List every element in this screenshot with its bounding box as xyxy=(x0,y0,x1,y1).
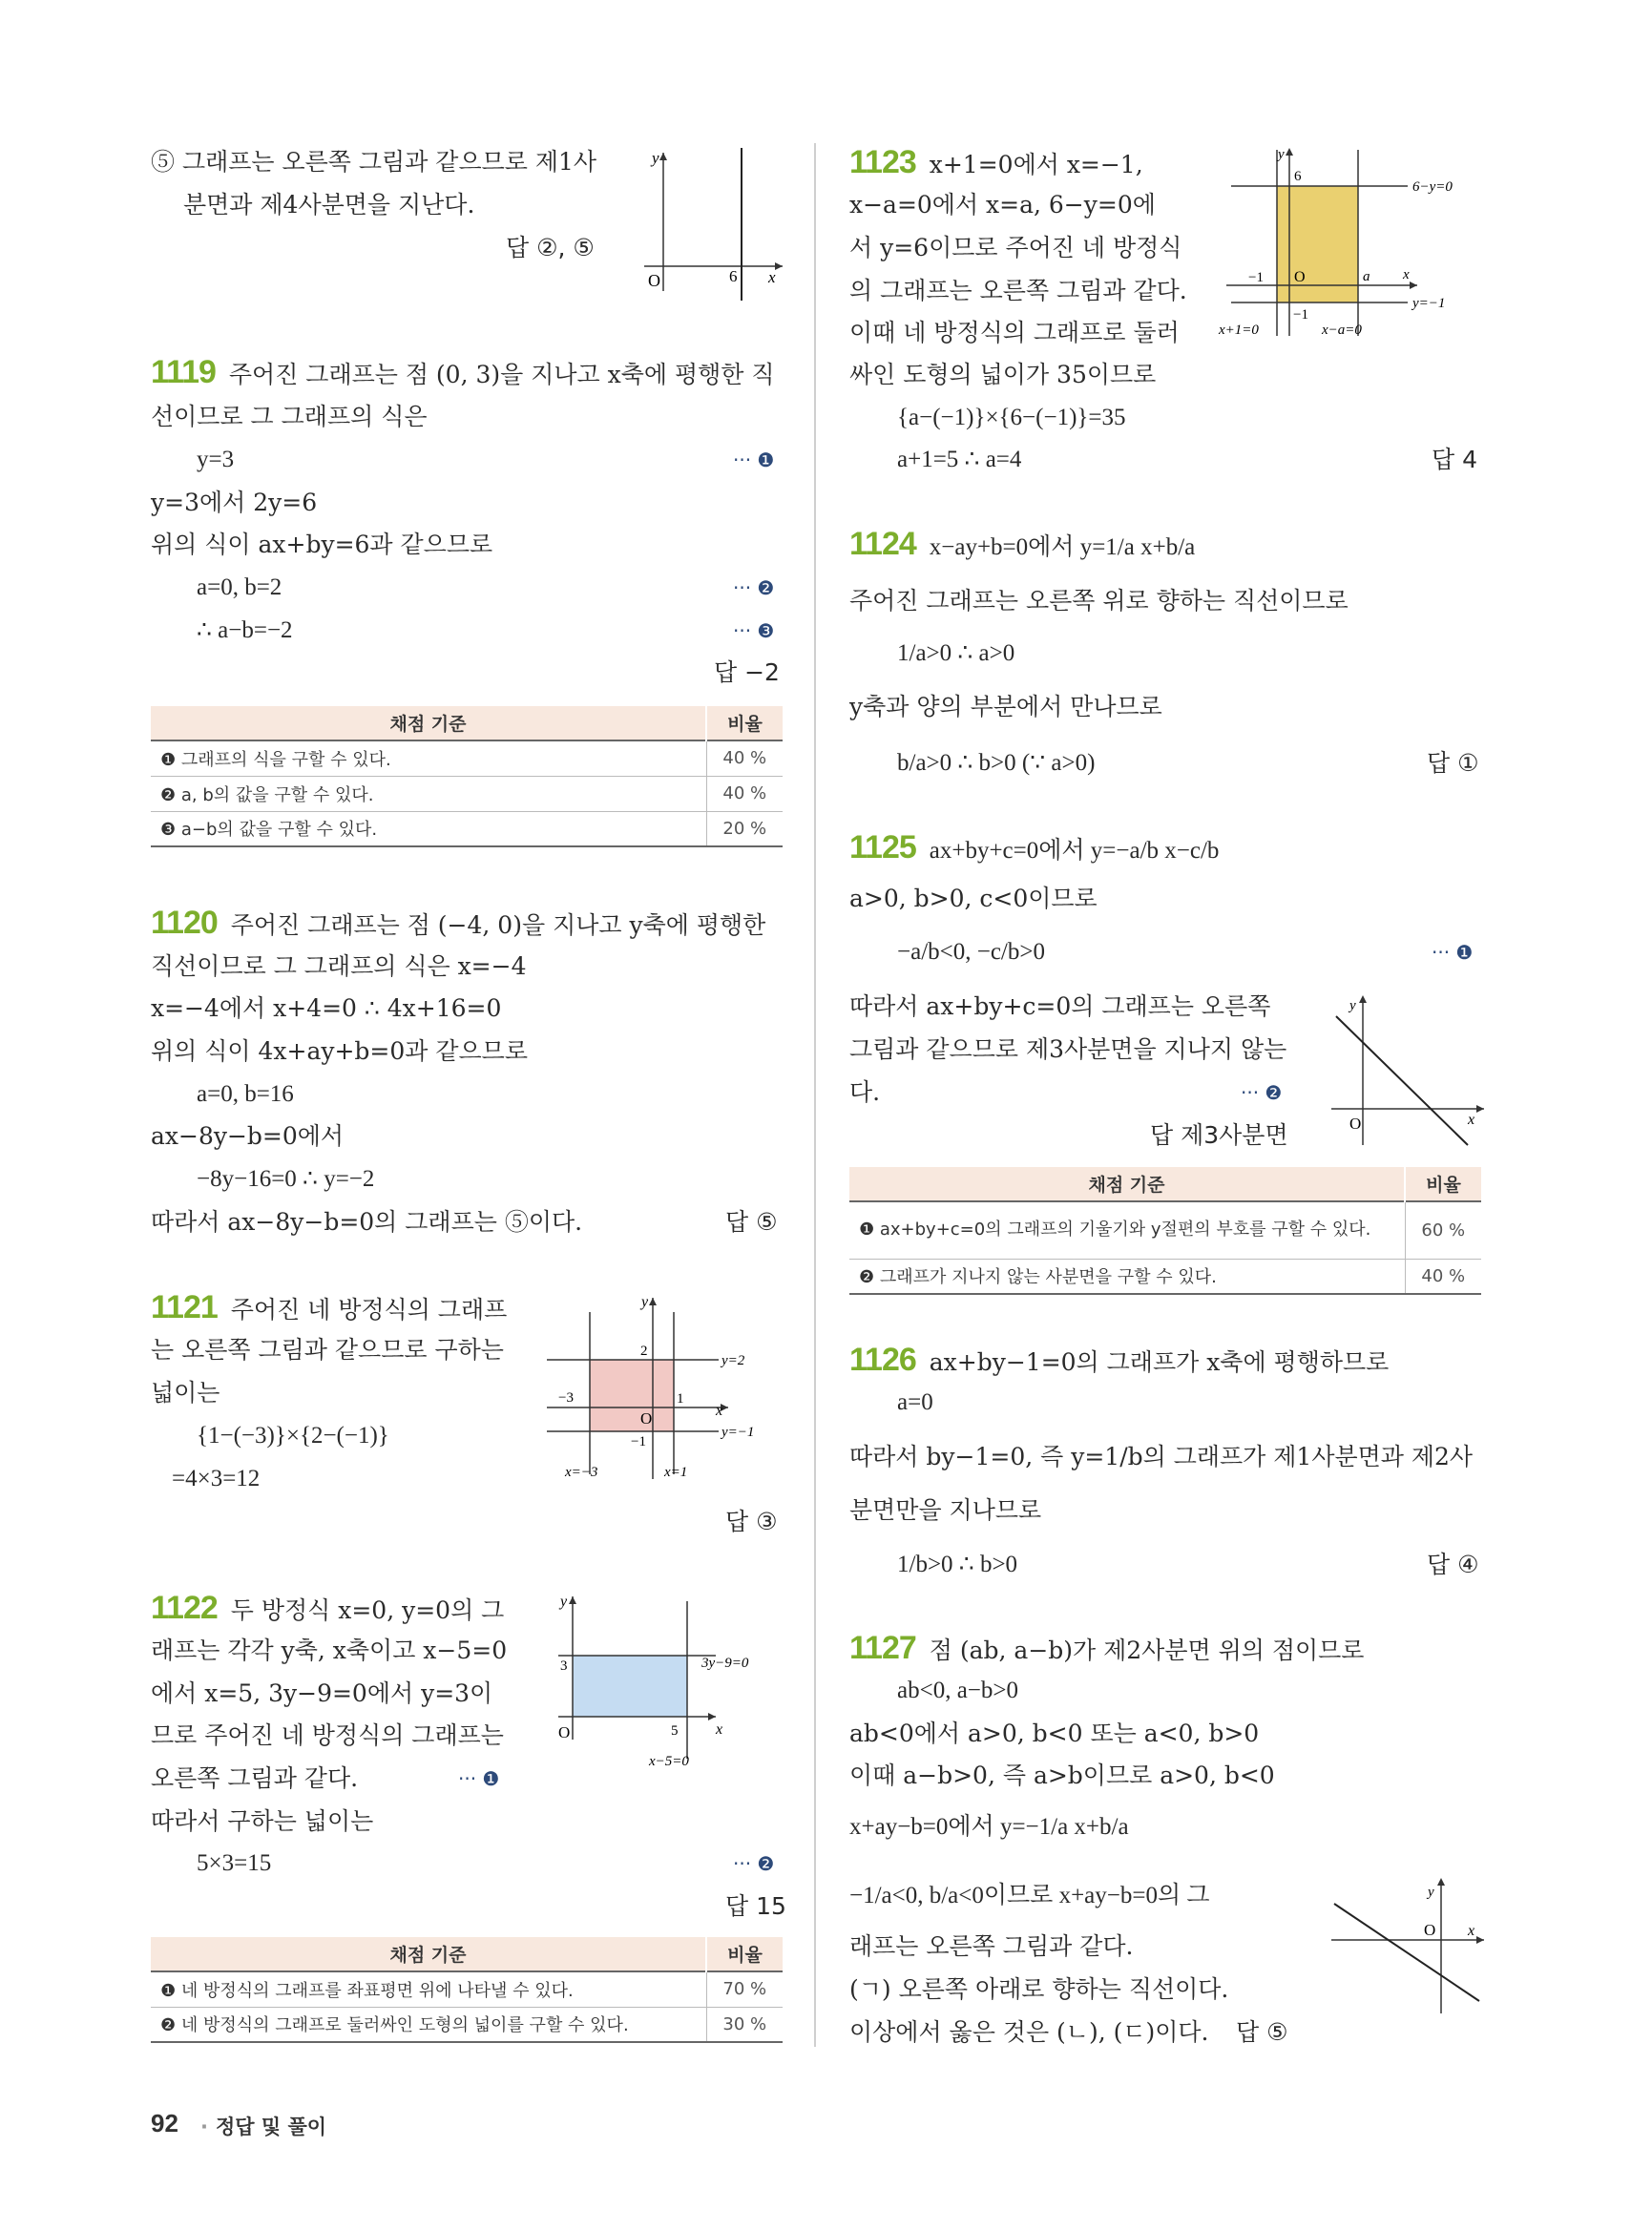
p1126-line3: 따라서 by−1=0, 즉 y=1/b의 그래프가 제1사분면과 제2사 xyxy=(849,1443,1474,1470)
fig1125-y: y xyxy=(1349,998,1356,1013)
p1124-line1 xyxy=(849,526,1196,562)
column-divider xyxy=(814,143,816,2047)
p1119-answer: 답 −2 xyxy=(714,658,780,686)
fig1121-origin: O xyxy=(640,1409,653,1428)
p1123-line4: 의 그래프는 오른쪽 그림과 같다. xyxy=(849,277,1187,304)
figure-1127 xyxy=(1327,1875,1489,2018)
rubric-criterion: ❷ 네 방정식의 그래프로 둘러싸인 도형의 넓이를 구할 수 있다. xyxy=(151,2007,706,2042)
p1123-answer: 답 4 xyxy=(1432,446,1478,473)
rubric-header-criteria: 채점 기준 xyxy=(151,1937,706,1971)
rubric-criterion: ❷ 그래프가 지나지 않는 사분면을 구할 수 있다. xyxy=(849,1259,1405,1294)
p1125-line2: a>0, b>0, c<0이므로 xyxy=(849,885,1098,912)
figure-1121 xyxy=(542,1293,792,1484)
p1122-answer: 답 15 xyxy=(725,1892,786,1920)
fig1123-l4: x−a=0 xyxy=(1322,323,1362,338)
p1125-marker1: ··· ❶ xyxy=(1432,941,1474,964)
rubric-header-criteria: 채점 기준 xyxy=(849,1167,1405,1201)
p1121-line2: 는 오른쪽 그림과 같으므로 구하는 xyxy=(151,1336,504,1364)
p1122-line4: 므로 주어진 네 방정식의 그래프는 xyxy=(151,1721,504,1749)
p1122-line1 xyxy=(151,1590,505,1626)
fig1122-shaded-rect xyxy=(573,1656,687,1717)
p1125-line3: −a/b<0, −c/b>0 xyxy=(897,939,1045,965)
p1123-line5: 이때 네 방정식의 그래프로 둘러 xyxy=(849,319,1180,346)
p1122-marker1: ··· ❶ xyxy=(458,1767,500,1790)
fig1125-x: x xyxy=(1468,1112,1475,1128)
p1127-line7: 래프는 오른쪽 그림과 같다. xyxy=(849,1932,1134,1960)
p1119-line7: ∴ a−b=−2 xyxy=(197,617,293,643)
rubric-criterion: ❸ a−b의 값을 구할 수 있다. xyxy=(151,811,706,846)
p5-line1: ⑤ 그래프는 오른쪽 그림과 같으므로 제1사 xyxy=(151,148,597,176)
fig1121-one: 1 xyxy=(677,1391,684,1407)
p1120-line5: a=0, b=16 xyxy=(197,1081,294,1107)
p1125-line4: 따라서 ax+by+c=0의 그래프는 오른쪽 xyxy=(849,992,1271,1020)
p1127-line9: 이상에서 옳은 것은 (ㄴ), (ㄷ)이다. xyxy=(849,2018,1209,2046)
fig1122-l2: x−5=0 xyxy=(649,1754,689,1769)
fig1121-y: y xyxy=(641,1294,649,1310)
p1123-text: x+1=0에서 x=−1, xyxy=(929,151,1143,178)
p1123-line8: a+1=5 ∴ a=4 xyxy=(897,447,1022,472)
problem-number: 1127 xyxy=(849,1630,916,1666)
fig1121-shaded-rect xyxy=(590,1360,674,1431)
p1126-text: ax+by−1=0의 그래프가 x축에 평행하므로 xyxy=(929,1348,1390,1376)
p1125-line6: 다. xyxy=(849,1078,881,1106)
p1126-answer: 답 ④ xyxy=(1427,1551,1479,1578)
problem-number: 1121 xyxy=(151,1289,218,1325)
p1119-marker3: ··· ❸ xyxy=(733,619,775,642)
p1127-line8: (ㄱ) 오른쪽 아래로 향하는 직선이다. xyxy=(849,1975,1229,2003)
fig1121-lx1: x=1 xyxy=(664,1465,688,1480)
fig1127-y: y xyxy=(1428,1885,1434,1900)
p1124-answer: 답 ① xyxy=(1427,749,1479,777)
p1126-line1 xyxy=(849,1342,1390,1378)
figure-1122 xyxy=(549,1592,792,1773)
rubric-criterion: ❶ 그래프의 식을 구할 수 있다. xyxy=(151,740,706,776)
p1119-marker1: ··· ❶ xyxy=(733,448,775,471)
p1123-line1 xyxy=(849,144,1143,180)
p1120-text: 주어진 그래프는 점 (−4, 0)을 지나고 y축에 평행한 xyxy=(230,911,766,939)
problem-number: 1123 xyxy=(849,144,916,180)
rubric-ratio: 20 % xyxy=(706,811,783,846)
rubric-criterion: ❶ ax+by+c=0의 그래프의 기울기와 y절편의 부호를 구할 수 있다. xyxy=(849,1201,1405,1259)
rubric-1122 xyxy=(151,1937,783,2043)
p1121-line5: =4×3=12 xyxy=(172,1466,261,1491)
p1127-line4: 이때 a−b>0, 즉 a>b이므로 a>0, b<0 xyxy=(849,1762,1275,1789)
fig1123-a: a xyxy=(1363,269,1370,284)
p1123-line2: x−a=0에서 x=a, 6−y=0에 xyxy=(849,191,1156,219)
p1119-line4: y=3에서 2y=6 xyxy=(151,489,318,516)
p1126-line2: a=0 xyxy=(897,1389,933,1415)
rubric-ratio: 40 % xyxy=(706,740,783,776)
rubric-ratio: 60 % xyxy=(1405,1201,1481,1259)
fig1122-three: 3 xyxy=(560,1658,568,1674)
p1119-line6: a=0, b=2 xyxy=(197,574,282,600)
p5-line2: 분면과 제4사분면을 지난다. xyxy=(183,191,475,219)
p1119-line5: 위의 식이 ax+by=6과 같으므로 xyxy=(151,531,493,558)
p1122-line3: 에서 x=5, 3y−9=0에서 y=3이 xyxy=(151,1679,493,1707)
p1124-line5: b/a>0 ∴ b>0 (∵ a>0) xyxy=(897,750,1096,776)
fig1121-x: x xyxy=(716,1403,723,1419)
p1120-line4: 위의 식이 4x+ay+b=0과 같으므로 xyxy=(151,1037,528,1065)
fig1122-y: y xyxy=(560,1594,568,1610)
footer-label: · 정답 및 풀이 xyxy=(200,2116,327,2138)
p1121-line4: {1−(−3)}×{2−(−1)} xyxy=(197,1423,389,1449)
fig1121-m1: −1 xyxy=(631,1434,646,1449)
fig1121-two: 2 xyxy=(640,1344,648,1359)
rubric-ratio: 40 % xyxy=(706,776,783,811)
fig1123-origin: O xyxy=(1294,269,1306,285)
p1119-line3: y=3 xyxy=(197,447,235,472)
p1119-line2: 선이므로 그 그래프의 식은 xyxy=(151,403,428,430)
fig1122-five: 5 xyxy=(671,1723,679,1739)
fig1127-origin: O xyxy=(1424,1921,1436,1939)
p1124-line2: 주어진 그래프는 오른쪽 위로 향하는 직선이므로 xyxy=(849,587,1349,615)
p1125-line5: 그림과 같으므로 제3사분면을 지나지 않는 xyxy=(849,1035,1287,1063)
rubric-1119 xyxy=(151,706,783,847)
p1122-line5: 오른쪽 그림과 같다. xyxy=(151,1764,359,1792)
p1122-text: 두 방정식 x=0, y=0의 그 xyxy=(230,1596,505,1624)
problem-number: 1126 xyxy=(849,1342,916,1378)
rubric-header-ratio: 비율 xyxy=(1405,1167,1481,1201)
fig1123-six: 6 xyxy=(1294,169,1302,184)
p1123-line7: {a−(−1)}×{6−(−1)}=35 xyxy=(897,405,1126,430)
p1125-line1 xyxy=(849,829,1220,865)
fig5-six: 6 xyxy=(729,267,738,285)
fig1123-l2: y=−1 xyxy=(1412,296,1446,311)
p1126-line4: 분면만을 지나므로 xyxy=(849,1496,1042,1524)
p1127-line2: ab<0, a−b>0 xyxy=(897,1678,1018,1703)
rubric-ratio: 30 % xyxy=(706,2007,783,2042)
rubric-header-ratio: 비율 xyxy=(706,1937,783,1971)
problem-number: 1125 xyxy=(849,829,916,865)
p1127-text: 점 (ab, a−b)가 제2사분면 위의 점이므로 xyxy=(929,1637,1365,1664)
fig5-x-label: x xyxy=(768,268,776,286)
fig1122-x: x xyxy=(716,1721,723,1738)
rubric-1125 xyxy=(849,1167,1481,1295)
rubric-header-criteria: 채점 기준 xyxy=(151,706,706,740)
fig1123-m1: −1 xyxy=(1248,270,1264,285)
problem-number: 1120 xyxy=(151,905,218,941)
fig1121-lxm3: x=−3 xyxy=(565,1465,598,1480)
p1123-line3: 서 y=6이므로 주어진 네 방정식 xyxy=(849,234,1182,261)
p1126-line5: 1/b>0 ∴ b>0 xyxy=(897,1552,1018,1577)
p1123-line6: 싸인 도형의 넓이가 35이므로 xyxy=(849,361,1157,388)
p1120-line8: 따라서 ax−8y−b=0의 그래프는 ⑤이다. xyxy=(151,1208,583,1236)
p1127-line5: x+ay−b=0에서 y=−1/a x+b/a xyxy=(849,1814,1129,1840)
fig1121-m3: −3 xyxy=(558,1390,574,1406)
p1120-answer: 답 ⑤ xyxy=(725,1208,778,1236)
p1120-line1 xyxy=(151,905,766,941)
fig5-origin: O xyxy=(648,271,660,290)
p1121-text: 주어진 네 방정식의 그래프 xyxy=(230,1296,508,1324)
p1120-line6: ax−8y−b=0에서 xyxy=(151,1122,345,1150)
problem-number: 1122 xyxy=(151,1590,218,1626)
p5-answer: 답 ②, ⑤ xyxy=(506,234,595,261)
rubric-header-ratio: 비율 xyxy=(706,706,783,740)
figure-5 xyxy=(635,148,787,301)
p1120-line3: x=−4에서 x+4=0 ∴ 4x+16=0 xyxy=(151,994,502,1022)
p1125-text: ax+by+c=0에서 y=−a/b x−c/b xyxy=(929,838,1220,864)
footer-label-text: 정답 및 풀이 xyxy=(215,2116,327,2138)
p1119-line1 xyxy=(151,354,775,390)
p1121-line3: 넓이는 xyxy=(151,1379,220,1407)
fig1123-l3: x+1=0 xyxy=(1219,323,1259,338)
fig1123-mm1: −1 xyxy=(1293,307,1308,323)
page-number: 92 xyxy=(151,2109,178,2137)
p1127-line6: −1/a<0, b/a<0이므로 x+ay−b=0의 그 xyxy=(849,1883,1210,1908)
fig1122-l1: 3y−9=0 xyxy=(701,1656,749,1671)
p1121-line1 xyxy=(151,1289,508,1325)
p1121-answer: 답 ③ xyxy=(725,1508,778,1535)
rubric-criterion: ❶ 네 방정식의 그래프를 좌표평면 위에 나타낼 수 있다. xyxy=(151,1971,706,2007)
p1124-line3: 1/a>0 ∴ a>0 xyxy=(897,640,1015,666)
figure-1123 xyxy=(1217,145,1489,345)
fig1127-x: x xyxy=(1468,1923,1475,1939)
fig1121-lym1: y=−1 xyxy=(721,1425,755,1440)
fig1122-origin: O xyxy=(558,1723,571,1741)
rubric-criterion: ❷ a, b의 값을 구할 수 있다. xyxy=(151,776,706,811)
fig1121-ly2: y=2 xyxy=(721,1353,745,1368)
fig1123-x: x xyxy=(1403,267,1410,282)
p1124-text: x−ay+b=0에서 y=1/a x+b/a xyxy=(929,534,1196,560)
p1125-answer: 답 제3사분면 xyxy=(1150,1121,1288,1149)
p1122-line2: 래프는 각각 y축, x축이고 x−5=0 xyxy=(151,1637,508,1664)
p1127-line3: ab<0에서 a>0, b<0 또는 a<0, b>0 xyxy=(849,1720,1260,1747)
p1122-line6: 따라서 구하는 넓이는 xyxy=(151,1807,374,1835)
p1127-answer: 답 ⑤ xyxy=(1236,2018,1288,2046)
p1120-line2: 직선이므로 그 그래프의 식은 x=−4 xyxy=(151,952,527,980)
p1119-marker2: ··· ❷ xyxy=(733,576,775,599)
p1127-line1 xyxy=(849,1630,1365,1666)
fig1123-y: y xyxy=(1278,147,1285,162)
p1119-text: 주어진 그래프는 점 (0, 3)을 지나고 x축에 평행한 직 xyxy=(228,361,775,388)
rubric-ratio: 70 % xyxy=(706,1971,783,2007)
problem-number: 1119 xyxy=(151,354,216,390)
p1120-line7: −8y−16=0 ∴ y=−2 xyxy=(197,1166,375,1192)
p1124-line4: y축과 양의 부분에서 만나므로 xyxy=(849,693,1162,720)
rubric-ratio: 40 % xyxy=(1405,1259,1481,1294)
p1125-marker2: ··· ❷ xyxy=(1241,1081,1283,1104)
fig5-y-label: y xyxy=(652,149,659,167)
fig1123-l1: 6−y=0 xyxy=(1412,179,1453,195)
p1122-line7: 5×3=15 xyxy=(197,1850,272,1876)
p1122-marker2: ··· ❷ xyxy=(733,1852,775,1875)
figure-1125 xyxy=(1327,992,1489,1150)
fig1125-origin: O xyxy=(1349,1115,1362,1133)
problem-number: 1124 xyxy=(849,526,916,562)
